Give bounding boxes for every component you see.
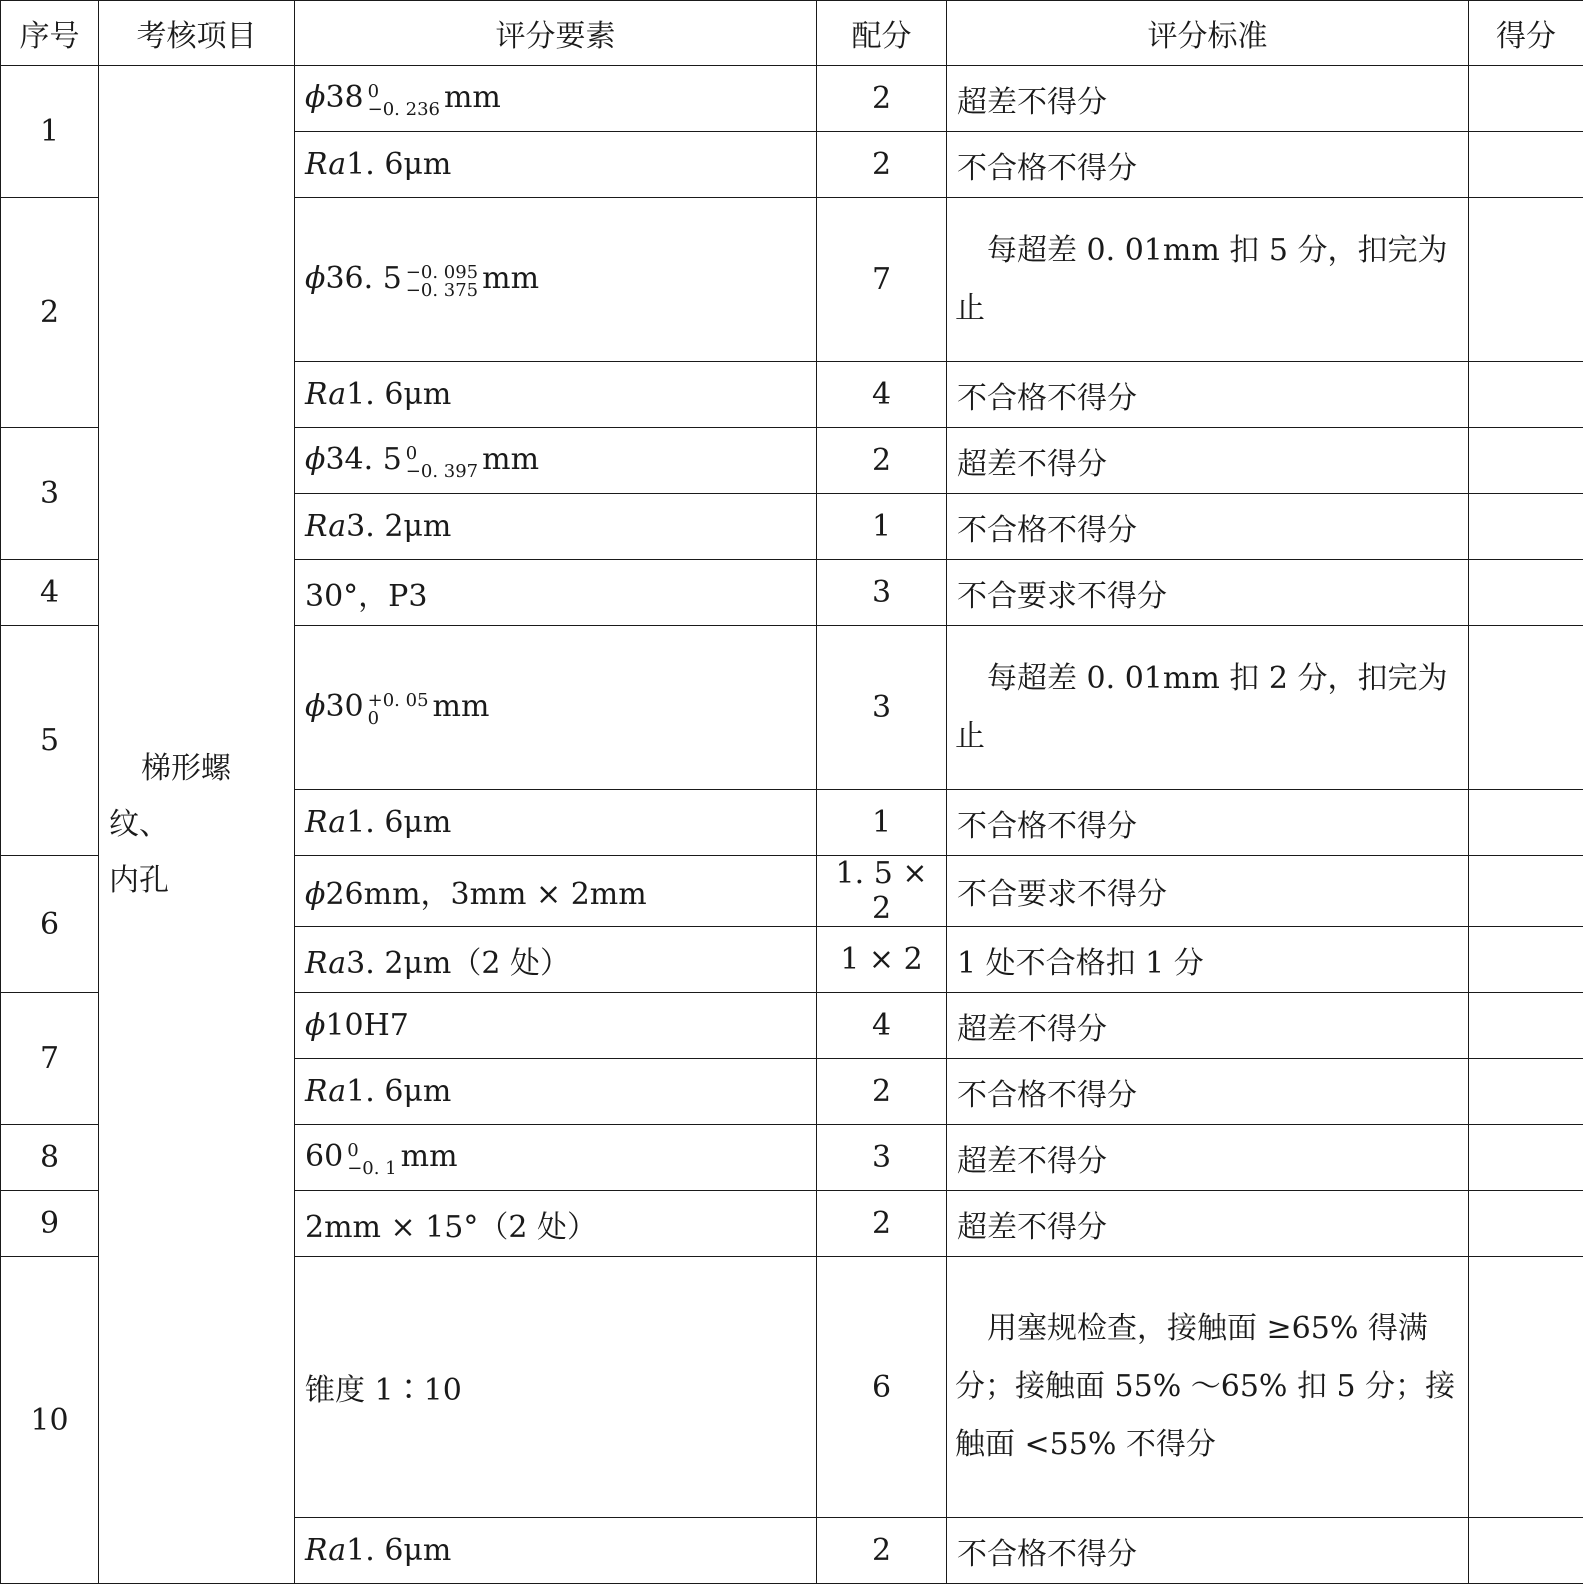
row-number: 10 bbox=[1, 1257, 99, 1584]
points-cell: 4 bbox=[817, 993, 947, 1059]
standard-cell: 超差不得分 bbox=[947, 66, 1469, 132]
standard-cell: 不合格不得分 bbox=[947, 132, 1469, 198]
standard-cell: 不合格不得分 bbox=[947, 1059, 1469, 1125]
score-cell[interactable] bbox=[1469, 1257, 1583, 1518]
score-cell[interactable] bbox=[1469, 790, 1583, 856]
tolerance bbox=[406, 445, 478, 481]
points-cell: 2 bbox=[817, 66, 947, 132]
standard-cell: 超差不得分 bbox=[947, 1125, 1469, 1191]
standard-cell: 用塞规检查，接触面 ≥65% 得满分；接触面 55% ～65% 扣 5 分；接触面 <55% 不得分 bbox=[947, 1257, 1469, 1518]
element-cell bbox=[295, 428, 817, 494]
points-cell: 1. 5 × 2 bbox=[817, 856, 947, 927]
points-cell: 3 bbox=[817, 560, 947, 626]
row-number: 8 bbox=[1, 1125, 99, 1191]
dimension: 38 bbox=[325, 80, 364, 115]
dimension: 36. 5 bbox=[325, 261, 402, 296]
tolerance-upper: 0 bbox=[405, 443, 418, 464]
score-cell[interactable] bbox=[1469, 198, 1583, 362]
tolerance bbox=[347, 1142, 396, 1178]
score-cell[interactable] bbox=[1469, 1125, 1583, 1191]
ra-symbol: Ra bbox=[305, 147, 347, 182]
row-number: 6 bbox=[1, 856, 99, 993]
tolerance-lower: −0. 375 bbox=[405, 280, 479, 301]
row-number: 3 bbox=[1, 428, 99, 560]
element-cell bbox=[295, 1059, 817, 1125]
element-cell bbox=[295, 993, 817, 1059]
standard-cell: 超差不得分 bbox=[947, 428, 1469, 494]
tolerance-lower: 0 bbox=[367, 708, 380, 729]
roughness-value: 1. 6μm bbox=[346, 377, 452, 412]
standard-cell: 不合要求不得分 bbox=[947, 856, 1469, 927]
unit: mm bbox=[443, 80, 501, 115]
dimension: 10H7 bbox=[325, 1008, 409, 1043]
dimension: 30 bbox=[325, 689, 364, 724]
points-cell: 6 bbox=[817, 1257, 947, 1518]
roughness-value: 1. 6μm bbox=[346, 805, 452, 840]
project-cell bbox=[99, 66, 295, 1584]
points-cell: 2 bbox=[817, 428, 947, 494]
header-no: 序号 bbox=[1, 1, 99, 66]
phi-symbol: ϕ bbox=[305, 442, 326, 477]
tolerance-lower: −0. 1 bbox=[347, 1158, 397, 1179]
roughness-value: 1. 6μm bbox=[346, 1074, 452, 1109]
header-row bbox=[1, 1, 1583, 66]
element-cell bbox=[295, 790, 817, 856]
score-cell[interactable] bbox=[1469, 132, 1583, 198]
roughness-value: 3. 2μm bbox=[346, 509, 452, 544]
element-cell bbox=[295, 494, 817, 560]
ra-symbol: Ra bbox=[305, 1074, 347, 1109]
score-cell[interactable] bbox=[1469, 856, 1583, 927]
standard-cell: 不合格不得分 bbox=[947, 362, 1469, 428]
points-cell: 3 bbox=[817, 626, 947, 790]
tolerance-upper: +0. 05 bbox=[367, 690, 429, 711]
roughness-value: 1. 6μm bbox=[346, 147, 452, 182]
ra-symbol: Ra bbox=[305, 509, 347, 544]
points-cell: 2 bbox=[817, 132, 947, 198]
row-number: 4 bbox=[1, 560, 99, 626]
standard-cell: 每超差 0. 01mm 扣 2 分，扣完为止 bbox=[947, 626, 1469, 790]
tolerance bbox=[406, 264, 478, 300]
phi-symbol: ϕ bbox=[305, 689, 326, 724]
score-cell[interactable] bbox=[1469, 1518, 1583, 1584]
score-cell[interactable] bbox=[1469, 494, 1583, 560]
phi-symbol: ϕ bbox=[305, 1008, 326, 1043]
dimension: 34. 5 bbox=[325, 442, 402, 477]
element-cell bbox=[295, 1125, 817, 1191]
row-number: 1 bbox=[1, 66, 99, 198]
tolerance bbox=[368, 692, 429, 728]
header-score: 得分 bbox=[1469, 1, 1583, 66]
points-cell: 7 bbox=[817, 198, 947, 362]
points-cell: 2 bbox=[817, 1191, 947, 1257]
standard-cell: 不合格不得分 bbox=[947, 1518, 1469, 1584]
roughness-value: 1. 6μm bbox=[346, 1533, 452, 1568]
element-cell bbox=[295, 198, 817, 362]
score-cell[interactable] bbox=[1469, 1191, 1583, 1257]
score-cell[interactable] bbox=[1469, 560, 1583, 626]
dimension: 60 bbox=[305, 1139, 344, 1174]
phi-symbol: ϕ bbox=[305, 261, 326, 296]
phi-symbol: ϕ bbox=[305, 877, 326, 912]
element-cell bbox=[295, 1518, 817, 1584]
phi-symbol: ϕ bbox=[305, 80, 326, 115]
standard-cell: 不合格不得分 bbox=[947, 494, 1469, 560]
element-cell bbox=[295, 362, 817, 428]
project-line-2: 内孔 bbox=[109, 862, 169, 898]
tolerance-lower: −0. 397 bbox=[405, 461, 479, 482]
row-number: 5 bbox=[1, 626, 99, 856]
tolerance-upper: −0. 095 bbox=[405, 262, 479, 283]
element-cell: 2mm × 15°（2 处） bbox=[295, 1191, 817, 1257]
tolerance bbox=[368, 83, 440, 119]
element-cell: 锥度 1∶10 bbox=[295, 1257, 817, 1518]
ra-symbol: Ra bbox=[305, 377, 347, 412]
element-cell bbox=[295, 927, 817, 993]
score-cell[interactable] bbox=[1469, 1059, 1583, 1125]
points-cell: 1 × 2 bbox=[817, 927, 947, 993]
standard-cell: 1 处不合格扣 1 分 bbox=[947, 927, 1469, 993]
points-cell: 2 bbox=[817, 1059, 947, 1125]
row-number: 9 bbox=[1, 1191, 99, 1257]
unit: mm bbox=[400, 1139, 458, 1174]
unit: mm bbox=[482, 442, 540, 477]
tolerance-upper: 0 bbox=[367, 81, 380, 102]
element-cell bbox=[295, 626, 817, 790]
ra-symbol: Ra bbox=[305, 945, 347, 981]
points-cell: 1 bbox=[817, 790, 947, 856]
header-points: 配分 bbox=[817, 1, 947, 66]
project-line-1: 梯形螺纹、 bbox=[109, 750, 231, 842]
header-project: 考核项目 bbox=[99, 1, 295, 66]
roughness-value: 3. 2μm（2 处） bbox=[346, 945, 570, 981]
header-element: 评分要素 bbox=[295, 1, 817, 66]
points-cell: 4 bbox=[817, 362, 947, 428]
score-cell[interactable] bbox=[1469, 362, 1583, 428]
ra-symbol: Ra bbox=[305, 805, 347, 840]
standard-cell: 超差不得分 bbox=[947, 993, 1469, 1059]
points-cell: 1 bbox=[817, 494, 947, 560]
unit: mm bbox=[432, 689, 490, 724]
standard-cell: 不合要求不得分 bbox=[947, 560, 1469, 626]
standard-cell: 每超差 0. 01mm 扣 5 分，扣完为止 bbox=[947, 198, 1469, 362]
points-cell: 3 bbox=[817, 1125, 947, 1191]
standard-cell: 超差不得分 bbox=[947, 1191, 1469, 1257]
element-cell bbox=[295, 856, 817, 927]
score-cell[interactable] bbox=[1469, 993, 1583, 1059]
score-cell[interactable] bbox=[1469, 626, 1583, 790]
header-standard: 评分标准 bbox=[947, 1, 1469, 66]
tolerance-upper: 0 bbox=[347, 1140, 359, 1161]
score-cell[interactable] bbox=[1469, 428, 1583, 494]
row-number: 2 bbox=[1, 198, 99, 428]
table-row bbox=[1, 66, 1583, 132]
element-cell: 30°，P3 bbox=[295, 560, 817, 626]
points-cell: 2 bbox=[817, 1518, 947, 1584]
unit: mm bbox=[482, 261, 540, 296]
ra-symbol: Ra bbox=[305, 1533, 347, 1568]
dimension: 26mm，3mm × 2mm bbox=[325, 877, 647, 912]
element-cell bbox=[295, 66, 817, 132]
score-cell[interactable] bbox=[1469, 66, 1583, 132]
tolerance-lower: −0. 236 bbox=[367, 99, 440, 120]
row-number: 7 bbox=[1, 993, 99, 1125]
score-cell[interactable] bbox=[1469, 927, 1583, 993]
element-cell bbox=[295, 132, 817, 198]
standard-cell: 不合格不得分 bbox=[947, 790, 1469, 856]
